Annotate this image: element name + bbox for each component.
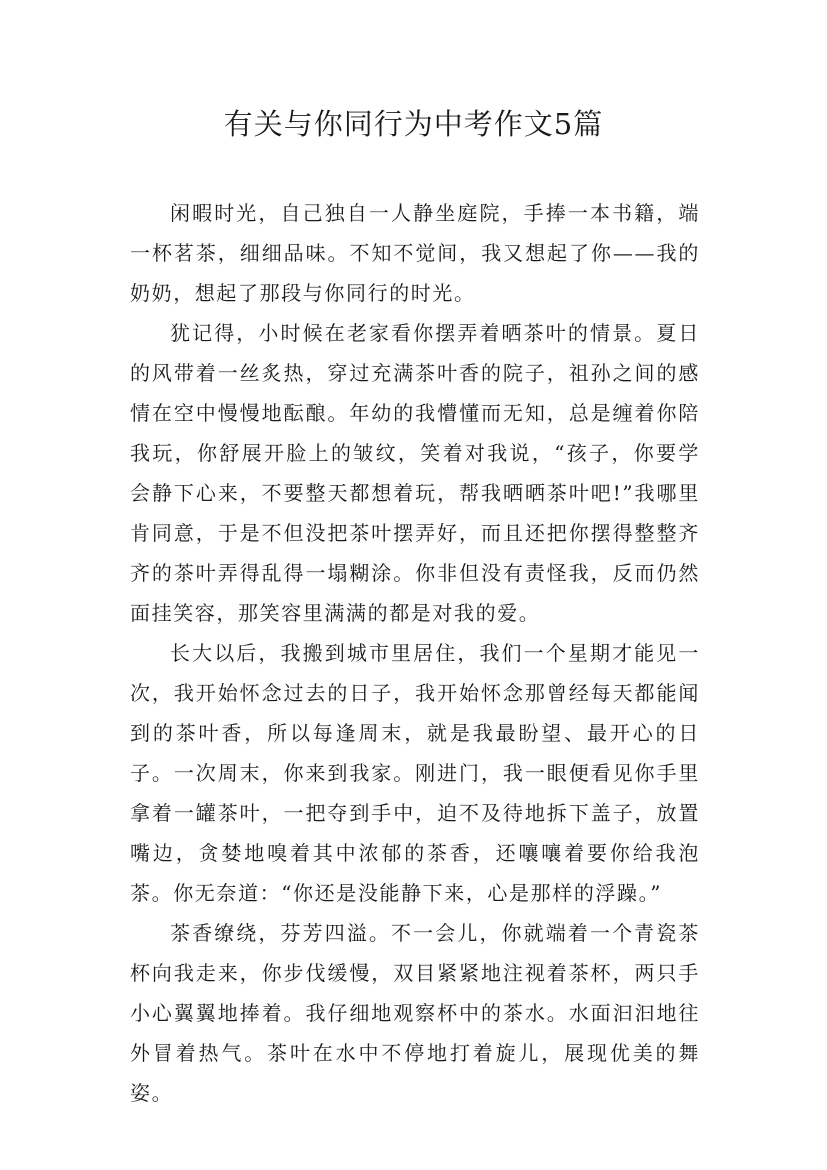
- document-body: [130, 193, 700, 1113]
- paragraph: 犹记得，小时候在老家看你摆弄着晒茶叶的情景。夏日的风带着一丝炙热，穿过充满茶叶香的院子，祖孙之间的感情在空中慢慢地酝酿。年幼的我懵懂而无知，总是缠着你陪我玩，你舒展开脸上的皱纹，笑着对我说，“孩子，你要学会静下心来，不要整天都想着玩，帮我晒晒茶叶吧!”我哪里肯同意，于是不但没把茶叶摆弄好，而且还把你摆得整整齐齐的茶叶弄得乱得一塌糊涂。你非但没有责怪我，反而仍然面挂笑容，那笑容里满满的都是对我的爱。: [130, 321, 700, 625]
- paragraph: 闲暇时光，自己独自一人静坐庭院，手捧一本书籍，端一杯茗茶，细细品味。不知不觉间，我又想起了你——我的奶奶，想起了那段与你同行的时光。: [130, 201, 700, 305]
- paragraph: 长大以后，我搬到城市里居住，我们一个星期才能见一次，我开始怀念过去的日子，我开始怀念那曾经每天都能闻到的茶叶香，所以每逢周末，就是我最盼望、最开心的日子。一次周末，你来到我家。刚进门，我一眼便看见你手里拿着一罐茶叶，一把夺到手中，迫不及待地拆下盖子，放置嘴边，贪婪地嗅着其中浓郁的茶香，还嚷嚷着要你给我泡茶。你无奈道：“你还是没能静下来，心是那样的浮躁。”: [130, 641, 700, 905]
- document-title: 有关与你同行为中考作文5篇: [223, 107, 604, 141]
- paragraph: 茶香缭绕，芬芳四溢。不一会儿，你就端着一个青瓷茶杯向我走来，你步伐缓慢，双目紧紧地注视着茶杯，两只手小心翼翼地捧着。我仔细地观察杯中的茶水。水面汩汩地往外冒着热气。茶叶在水中不停地打着旋儿，展现优美的舞姿。: [130, 921, 700, 1105]
